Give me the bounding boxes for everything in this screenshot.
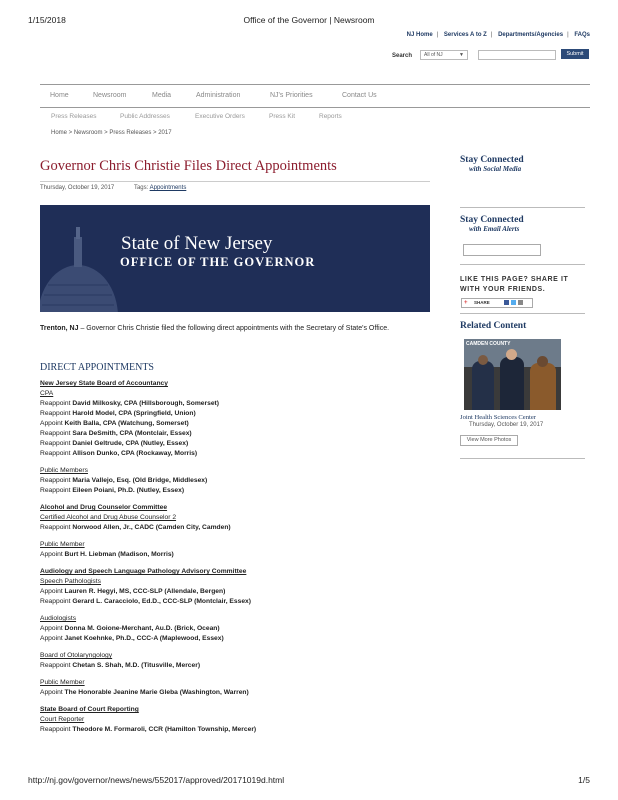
appointment-action: Appoint (40, 635, 65, 642)
appointment-entry (40, 429, 430, 439)
facebook-icon (504, 300, 509, 305)
email-title: Stay Connected (460, 215, 524, 225)
board-heading: Audiology and Speech Language Pathology Advisory Committee (40, 568, 247, 575)
appointee-name: Burt H. Liebman (Madison, Morris) (64, 551, 174, 558)
seat-heading: Public Members (40, 467, 88, 474)
appointee-name: Eileen Poiani, Ph.D. (Nutley, Essex) (72, 487, 185, 494)
divider (460, 313, 585, 314)
nav-newsroom[interactable]: Newsroom (93, 92, 127, 99)
appointment-entry (40, 634, 430, 644)
banner-state: State of New Jersey (121, 233, 273, 254)
appointment-entry (40, 439, 430, 449)
dateline: Trenton, NJ (40, 325, 79, 332)
appointee-name: Daniel Geltrude, CPA (Nutley, Essex) (72, 440, 189, 447)
appointment-action: Appoint (40, 588, 65, 595)
nav-administration[interactable]: Administration (196, 92, 241, 99)
related-title: Related Content (460, 321, 527, 331)
print-date: 1/15/2018 (28, 15, 66, 25)
nj-home-link[interactable]: NJ Home (406, 32, 433, 38)
spacer (40, 698, 430, 705)
appointment-entry (40, 399, 430, 409)
subnav-executive-orders[interactable]: Executive Orders (195, 113, 245, 120)
seat-heading: Court Reporter (40, 716, 85, 723)
related-date: Thursday, October 19, 2017 (469, 422, 544, 428)
nav-contact[interactable]: Contact Us (342, 92, 377, 99)
appointment-action: Reappoint (40, 524, 73, 531)
email-subtitle: with Email Alerts (469, 225, 520, 233)
divider (460, 264, 585, 265)
subnav-public-addresses[interactable]: Public Addresses (120, 113, 170, 120)
appointment-action: Appoint (40, 420, 65, 427)
social-subtitle: with Social Media (469, 165, 522, 173)
appointee-name: Allison Dunko, CPA (Rockaway, Morris) (72, 450, 198, 457)
tag-link[interactable]: Appointments (149, 185, 187, 191)
share-line-2: WITH YOUR FRIENDS. (460, 286, 546, 293)
divider (460, 458, 585, 459)
governor-banner (40, 205, 430, 312)
photo-sign: CAMDEN COUNTY (466, 341, 511, 347)
seat-heading: Certified Alcohol and Drug Abuse Counselor 2 (40, 514, 177, 521)
utility-links: NJ Home | Services A to Z | Departments/Agencies | FAQs (406, 32, 590, 38)
appointment-entry (40, 597, 430, 607)
plus-icon: + (464, 300, 468, 306)
appointment-entry (40, 419, 430, 429)
subnav-press-releases[interactable]: Press Releases (51, 113, 97, 120)
appointment-action: Reappoint (40, 440, 73, 447)
share-line-1: LIKE THIS PAGE? SHARE IT (460, 276, 569, 283)
seat-heading: Public Member (40, 679, 85, 686)
appointment-action: Appoint (40, 625, 65, 632)
spacer (40, 459, 430, 466)
seat-heading: Public Member (40, 541, 85, 548)
departments-link[interactable]: Departments/Agencies (498, 32, 564, 38)
search-scope-value: All of NJ (424, 52, 443, 58)
chevron-down-icon: ▼ (459, 52, 464, 58)
spacer (40, 671, 430, 678)
appointment-entry (40, 449, 430, 459)
nav-priorities[interactable]: NJ's Priorities (270, 92, 313, 99)
appointment-entry (40, 409, 430, 419)
appointment-entry (40, 486, 430, 496)
appointment-action: Appoint (40, 689, 65, 696)
spacer (40, 644, 430, 651)
banner-office: OFFICE OF THE GOVERNOR (120, 255, 316, 269)
nav-media[interactable]: Media (152, 92, 172, 99)
nav-home[interactable]: Home (50, 92, 69, 99)
appointment-entry (40, 587, 430, 597)
appointment-entry (40, 661, 430, 671)
appointee-name: Janet Koehnke, Ph.D., CCC-A (Maplewood, Essex) (64, 635, 224, 642)
related-caption[interactable]: Joint Health Sciences Center (460, 414, 536, 421)
subnav-reports[interactable]: Reports (319, 113, 342, 120)
share-label: SHARE (474, 300, 490, 305)
article-date: Thursday, October 19, 2017 (40, 185, 115, 191)
social-block (460, 155, 585, 173)
appointments-list (40, 379, 430, 735)
page-number: 1/5 (578, 775, 590, 785)
board-heading: Alcohol and Drug Counselor Committee (40, 504, 168, 511)
divider (40, 181, 430, 182)
breadcrumb[interactable]: Home > Newsroom > Press Releases > 2017 (51, 130, 172, 136)
appointment-entry (40, 725, 430, 735)
twitter-icon (511, 300, 516, 305)
faqs-link[interactable]: FAQs (574, 32, 590, 38)
appointee-name: Keith Balla, CPA (Watchung, Somerset) (64, 420, 189, 427)
tags-label: Tags: (133, 185, 149, 191)
main-nav (40, 84, 590, 108)
appointment-entry (40, 550, 430, 560)
seat-heading: Board of Otolaryngology (40, 652, 113, 659)
divider (460, 207, 585, 208)
board-heading: New Jersey State Board of Accountancy (40, 380, 168, 387)
appointment-action: Reappoint (40, 662, 73, 669)
appointment-entry (40, 624, 430, 634)
related-block (460, 321, 585, 331)
appointment-action: Reappoint (40, 487, 73, 494)
spacer (40, 560, 430, 567)
appointment-entry (40, 523, 430, 533)
share-prompt (460, 275, 568, 295)
subnav-press-kit[interactable]: Press Kit (269, 113, 296, 120)
print-title: Office of the Governor | Newsroom (243, 15, 375, 25)
print-header (0, 15, 618, 27)
seat-heading: Speech Pathologists (40, 578, 101, 585)
search-label: Search (392, 53, 413, 59)
seat-heading: CPA (40, 390, 54, 397)
appointment-action: Reappoint (40, 410, 73, 417)
view-more-photos-button[interactable]: View More Photos (460, 435, 518, 446)
lede-text: – Governor Chris Christie filed the following direct appointments with the Secretary of State's Office. (78, 325, 390, 332)
share-button[interactable] (461, 298, 533, 308)
spacer (40, 607, 430, 614)
email-block (460, 215, 585, 233)
appointee-name: Harold Model, CPA (Springfield, Union) (72, 410, 196, 417)
email-field[interactable] (463, 244, 541, 256)
services-link[interactable]: Services A to Z (443, 32, 487, 38)
appointee-name: Theodore M. Formaroli, CCR (Hamilton Township, Mercer) (72, 726, 257, 733)
print-url: http://nj.gov/governor/news/news/552017/approved/20171019d.html (28, 775, 285, 785)
article-lede (40, 325, 389, 332)
appointee-name: Sara DeSmith, CPA (Montclair, Essex) (72, 430, 192, 437)
spacer (40, 533, 430, 540)
appointee-name: David Milkosky, CPA (Hillsborough, Somerset) (72, 400, 220, 407)
related-photo[interactable] (464, 339, 561, 410)
appointment-entry (40, 476, 430, 486)
email-icon (518, 300, 523, 305)
appointment-action: Reappoint (40, 477, 73, 484)
search-submit-button[interactable]: Submit (561, 49, 589, 59)
spacer (40, 496, 430, 503)
appointee-name: Norwood Allen, Jr., CADC (Camden City, Camden) (72, 524, 231, 531)
section-heading: DIRECT APPOINTMENTS (40, 362, 154, 373)
appointment-action: Reappoint (40, 726, 73, 733)
search-scope-select[interactable] (420, 50, 468, 60)
seat-heading: Audiologists (40, 615, 77, 622)
appointee-name: Donna M. Goione-Merchant, Au.D. (Brick, Ocean) (64, 625, 220, 632)
appointee-name: Lauren R. Hegyi, MS, CCC-SLP (Allendale, Bergen) (64, 588, 226, 595)
appointment-action: Reappoint (40, 430, 73, 437)
appointee-name: Maria Vallejo, Esq. (Old Bridge, Middlesex) (72, 477, 208, 484)
capitol-dome-icon (40, 205, 120, 312)
appointment-entry (40, 688, 430, 698)
appointee-name: Chetan S. Shah, M.D. (Titusville, Mercer) (72, 662, 201, 669)
appointee-name: Gerard L. Caracciolo, Ed.D., CCC-SLP (Montclair, Essex) (72, 598, 251, 605)
appointment-action: Reappoint (40, 598, 73, 605)
appointment-action: Appoint (40, 551, 65, 558)
appointee-name: The Honorable Jeanine Marie Gleba (Washington, Warren) (64, 689, 249, 696)
page-title: Governor Chris Christie Files Direct Appointments (40, 158, 337, 174)
appointment-action: Reappoint (40, 450, 73, 457)
search-input[interactable] (478, 50, 556, 60)
board-heading: State Board of Court Reporting (40, 706, 139, 713)
appointment-action: Reappoint (40, 400, 73, 407)
article-meta (40, 185, 186, 191)
social-title: Stay Connected (460, 155, 524, 165)
